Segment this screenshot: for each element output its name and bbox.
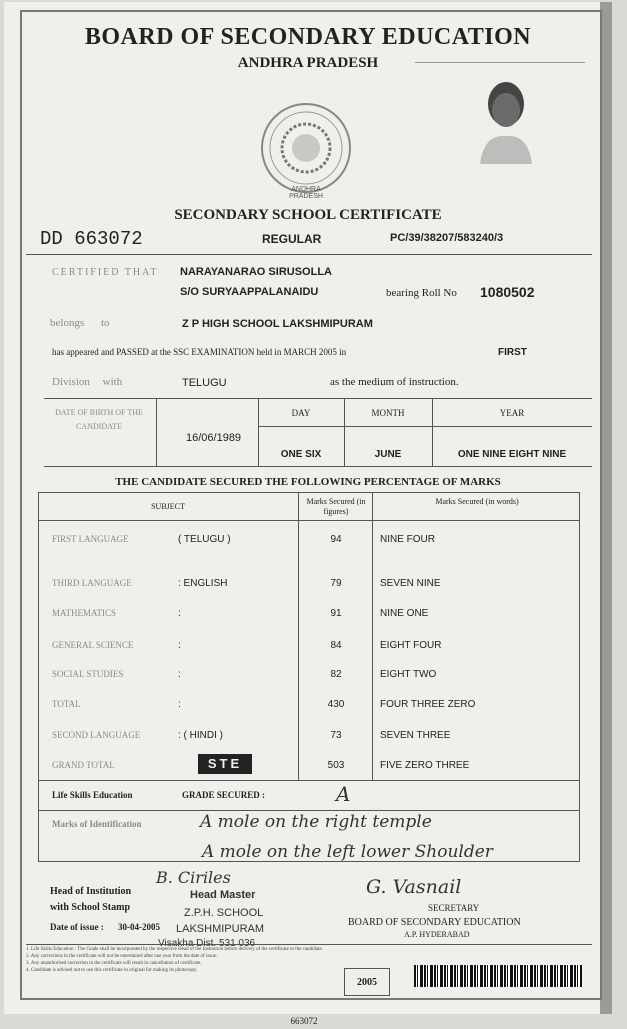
identification-mark-2: A mole on the left lower Shoulder — [202, 842, 493, 862]
marks-words: EIGHT FOUR — [380, 640, 442, 651]
board-seal — [246, 98, 366, 198]
life-skills-rule — [38, 810, 580, 811]
dob-mid-rule — [258, 426, 592, 427]
figures-header: Marks Secured (in figures) — [306, 497, 366, 516]
subject-detail: : ENGLISH — [178, 578, 228, 589]
state-title: ANDHRA PRADESH — [237, 55, 379, 71]
subject-name: GENERAL SCIENCE — [52, 640, 134, 650]
subject-detail: : — [178, 608, 181, 619]
candidate-photo — [476, 74, 536, 164]
grade-label: GRADE SECURED : — [182, 790, 266, 800]
month-header: MONTH — [371, 408, 405, 418]
subject-header: SUBJECT — [151, 502, 185, 511]
roll-label: bearing Roll No — [386, 287, 457, 299]
division: FIRST — [498, 347, 527, 358]
header-rule — [415, 62, 585, 63]
issue-date: 30-04-2005 — [118, 922, 160, 932]
subject-name: GRAND TOTAL — [52, 760, 115, 770]
belongs-label: belongs to — [50, 317, 110, 329]
marks-bottom-rule — [38, 780, 580, 781]
subject-name: SECOND LANGUAGE — [52, 730, 141, 740]
note-1: 1. Life Skills Education : The Grade shall be incorporated by the respective Head of the Institution before delivery of the certificate to the candidate. — [26, 947, 324, 952]
dob-day: ONE SIX — [280, 449, 322, 460]
medium-text: as the medium of instruction. — [330, 376, 459, 388]
subject-name: FIRST LANGUAGE — [52, 534, 129, 544]
marks-words: FIVE ZERO THREE — [380, 760, 470, 771]
candidate-top-rule — [26, 254, 592, 255]
subject-name: THIRD LANGUAGE — [52, 578, 132, 588]
school-name: Z P HIGH SCHOOL LAKSHMIPURAM — [182, 318, 373, 330]
note-3: 3. Any unauthorised correction in the certificate will result in cancellation of certificate. — [26, 961, 202, 966]
passed-text: has appeared and PASSED at the SSC EXAMINATION held in MARCH 2005 in — [52, 347, 347, 357]
marks-figures: 79 — [330, 578, 342, 589]
subject-detail: : — [178, 669, 181, 680]
marks-col-divider-1 — [298, 492, 299, 780]
marks-words: SEVEN NINE — [380, 578, 441, 589]
reference-number: PC/39/38207/583240/3 — [390, 232, 504, 244]
head-master-signature: B. Ciriles — [156, 868, 231, 887]
note-4: 4. Candidate is advised not to use this certificate in original for making its photocopy. — [26, 968, 198, 973]
marks-words: FOUR THREE ZERO — [380, 699, 476, 710]
words-header: Marks Secured (in words) — [435, 497, 519, 506]
dob-year: ONE NINE EIGHT NINE — [457, 449, 567, 460]
note-2: 2. Any corrections in the certificate will not be entertained after one year from the date of issue. — [26, 954, 218, 959]
bottom-serial: 663072 — [290, 1016, 318, 1026]
subject-name: TOTAL — [52, 699, 81, 709]
year-header: YEAR — [499, 408, 525, 418]
dob-month: JUNE — [374, 449, 402, 460]
head-of-institution-label: Head of Institution with School Stamp — [50, 886, 132, 913]
marks-words: NINE ONE — [380, 608, 429, 619]
secretary-signature: G. Vasnail — [366, 876, 462, 898]
subject-detail: : — [178, 699, 181, 710]
certified-label: CERTIFIED THAT — [52, 267, 159, 278]
marks-figures: 84 — [330, 640, 342, 651]
identification-label: Marks of Identification — [52, 819, 142, 829]
marks-col-divider-2 — [372, 492, 373, 780]
hm-stamp-line3: LAKSHMIPURAM — [176, 923, 265, 935]
issue-year: 2005 — [357, 977, 377, 988]
dob-date: 16/06/1989 — [186, 432, 242, 444]
marks-figures: 82 — [330, 669, 342, 680]
life-skills-grade: A — [336, 782, 351, 806]
subject-detail: ( TELUGU ) — [178, 534, 231, 545]
dob-bottom-rule — [44, 466, 592, 467]
secretary-label: SECRETARY — [428, 903, 480, 913]
candidate-parent: S/O SURYAAPPALANAIDU — [180, 286, 319, 298]
notes-block — [26, 946, 342, 974]
notes-rule — [26, 944, 592, 945]
issue-label: Date of issue : — [50, 922, 104, 932]
marks-header-rule — [38, 520, 580, 521]
seal-caption: ANDHRA PRADESH — [289, 186, 323, 200]
life-skills-label: Life Skills Education — [52, 790, 133, 800]
subject-detail: : — [178, 640, 181, 651]
roll-number: 1080502 — [480, 284, 535, 300]
identification-mark-1: A mole on the right temple — [200, 812, 432, 832]
dob-top-rule — [44, 398, 592, 399]
medium: TELUGU — [182, 377, 227, 389]
marks-figures: 94 — [330, 534, 342, 545]
hm-stamp-line2: Z.P.H. SCHOOL — [184, 907, 264, 919]
subject-name: MATHEMATICS — [52, 608, 117, 618]
secretary-place: A.P. HYDERABAD — [404, 930, 470, 939]
exam-type: REGULAR — [262, 232, 322, 246]
division-label: Division with — [52, 376, 123, 388]
marks-caption: THE CANDIDATE SECURED THE FOLLOWING PERCENTAGE OF MARKS — [115, 476, 501, 488]
subject-name: SOCIAL STUDIES — [52, 669, 124, 679]
dob-divider-1 — [156, 398, 157, 466]
certificate-paper — [4, 2, 612, 1014]
subject-detail: : ( HINDI ) — [178, 730, 223, 741]
hm-stamp-line1: Head Master — [190, 889, 256, 901]
secretary-board: BOARD OF SECONDARY EDUCATION — [348, 917, 521, 928]
marks-figures: 503 — [327, 760, 345, 771]
board-stamp: STE — [198, 754, 252, 774]
barcode — [414, 965, 582, 987]
marks-figures: 73 — [330, 730, 342, 741]
marks-words: SEVEN THREE — [380, 730, 451, 741]
marks-words: NINE FOUR — [380, 534, 435, 545]
marks-words: EIGHT TWO — [380, 669, 437, 680]
candidate-name: NARAYANARAO SIRUSOLLA — [180, 266, 332, 278]
dob-label: DATE OF BIRTH OF THE CANDIDATE — [55, 408, 143, 431]
certificate-serial: DD 663072 — [40, 228, 143, 250]
marks-figures: 430 — [327, 699, 345, 710]
marks-figures: 91 — [330, 608, 342, 619]
board-title: BOARD OF SECONDARY EDUCATION — [84, 24, 532, 50]
certificate-title: SECONDARY SCHOOL CERTIFICATE — [174, 207, 442, 223]
day-header: DAY — [291, 408, 311, 418]
